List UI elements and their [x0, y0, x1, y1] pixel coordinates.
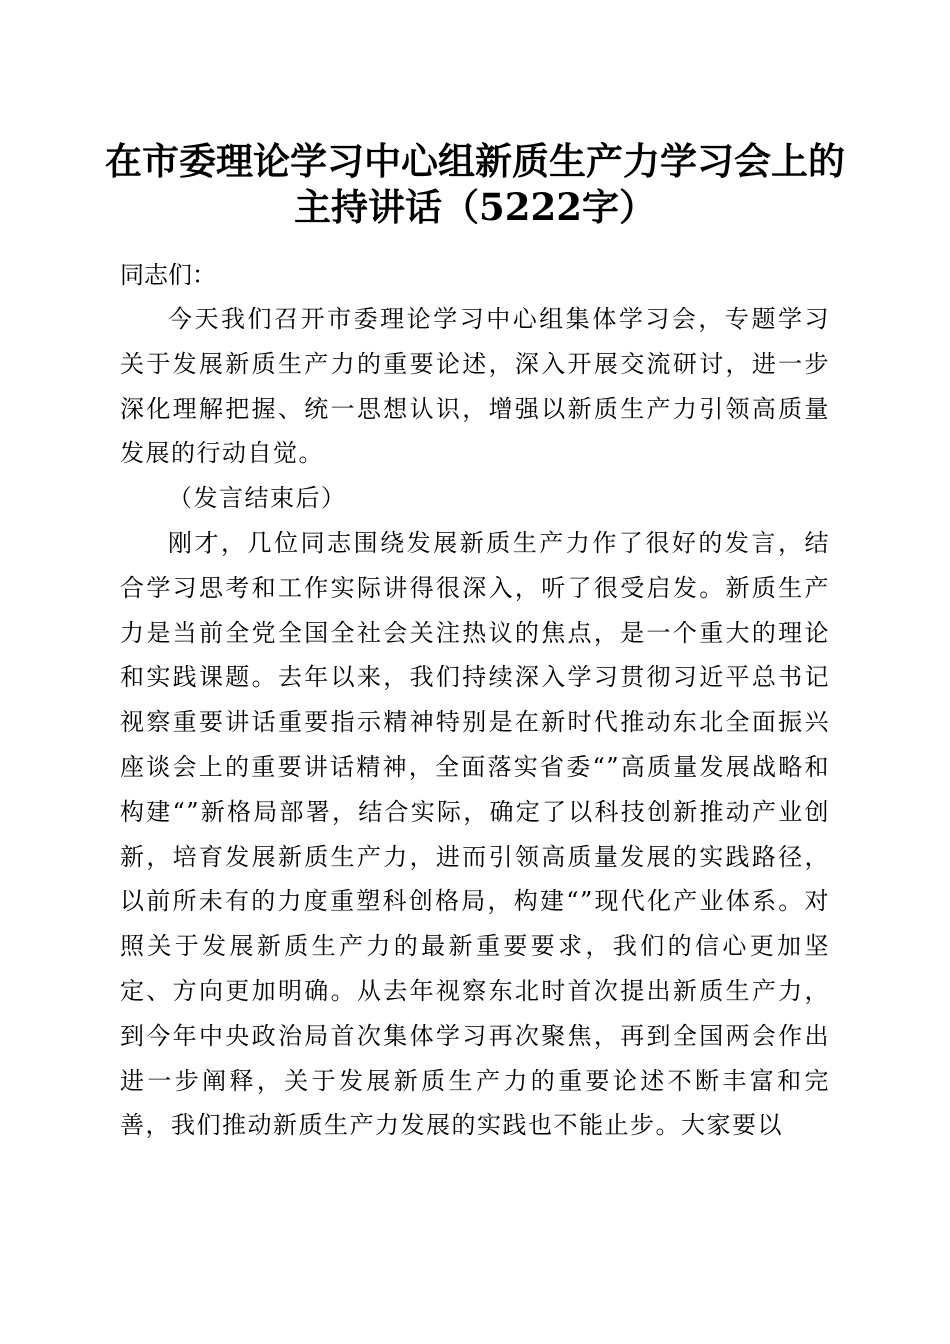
paragraph-opening: 今天我们召开市委理论学习中心组集体学习会，专题学习关于发展新质生产力的重要论述，深入开展交流研讨，进一步深化理解把握、统一思想认识，增强以新质生产力引领高质量发展的行动自觉。: [120, 305, 830, 468]
salutation: 同志们：: [120, 261, 216, 289]
document-title-line-2: 主持讲话（5222字）: [294, 185, 656, 229]
document-title-line-1: 在市委理论学习中心组新质生产力学习会上的: [105, 139, 845, 183]
paragraph-main: 刚才，几位同志围绕发展新质生产力作了很好的发言，结合学习思考和工作实际讲得很深入，听了很受启发。新质生产力是当前全党全国全社会关注热议的焦点，是一个重大的理论和实践课题。去年以来，我们持续深入学习贯彻习近平总书记视察重要讲话重要指示精神特别是在新时代推动东北全面振兴座谈会上的重要讲话精神，全面落实省委“”高质量发展战略和构建“”新格局部署，结合实际，确定了以科技创新推动产业创新，培育发展新质生产力，进而引领高质量发展的实践路径，以前所未有的力度重塑科创格局，构建“”现代化产业体系。对照关于发展新质生产力的最新重要要求，我们的信心更加坚定、方向更加明确。从去年视察东北时首次提出新质生产力，到今年中央政治局首次集体学习再次聚焦，再到全国两会作出进一步阐释，关于发展新质生产力的重要论述不断丰富和完善，我们推动新质生产力发展的实践也不能止步。大家要以: [120, 529, 830, 1140]
paragraph-stage-note: （发言结束后）: [168, 484, 347, 512]
